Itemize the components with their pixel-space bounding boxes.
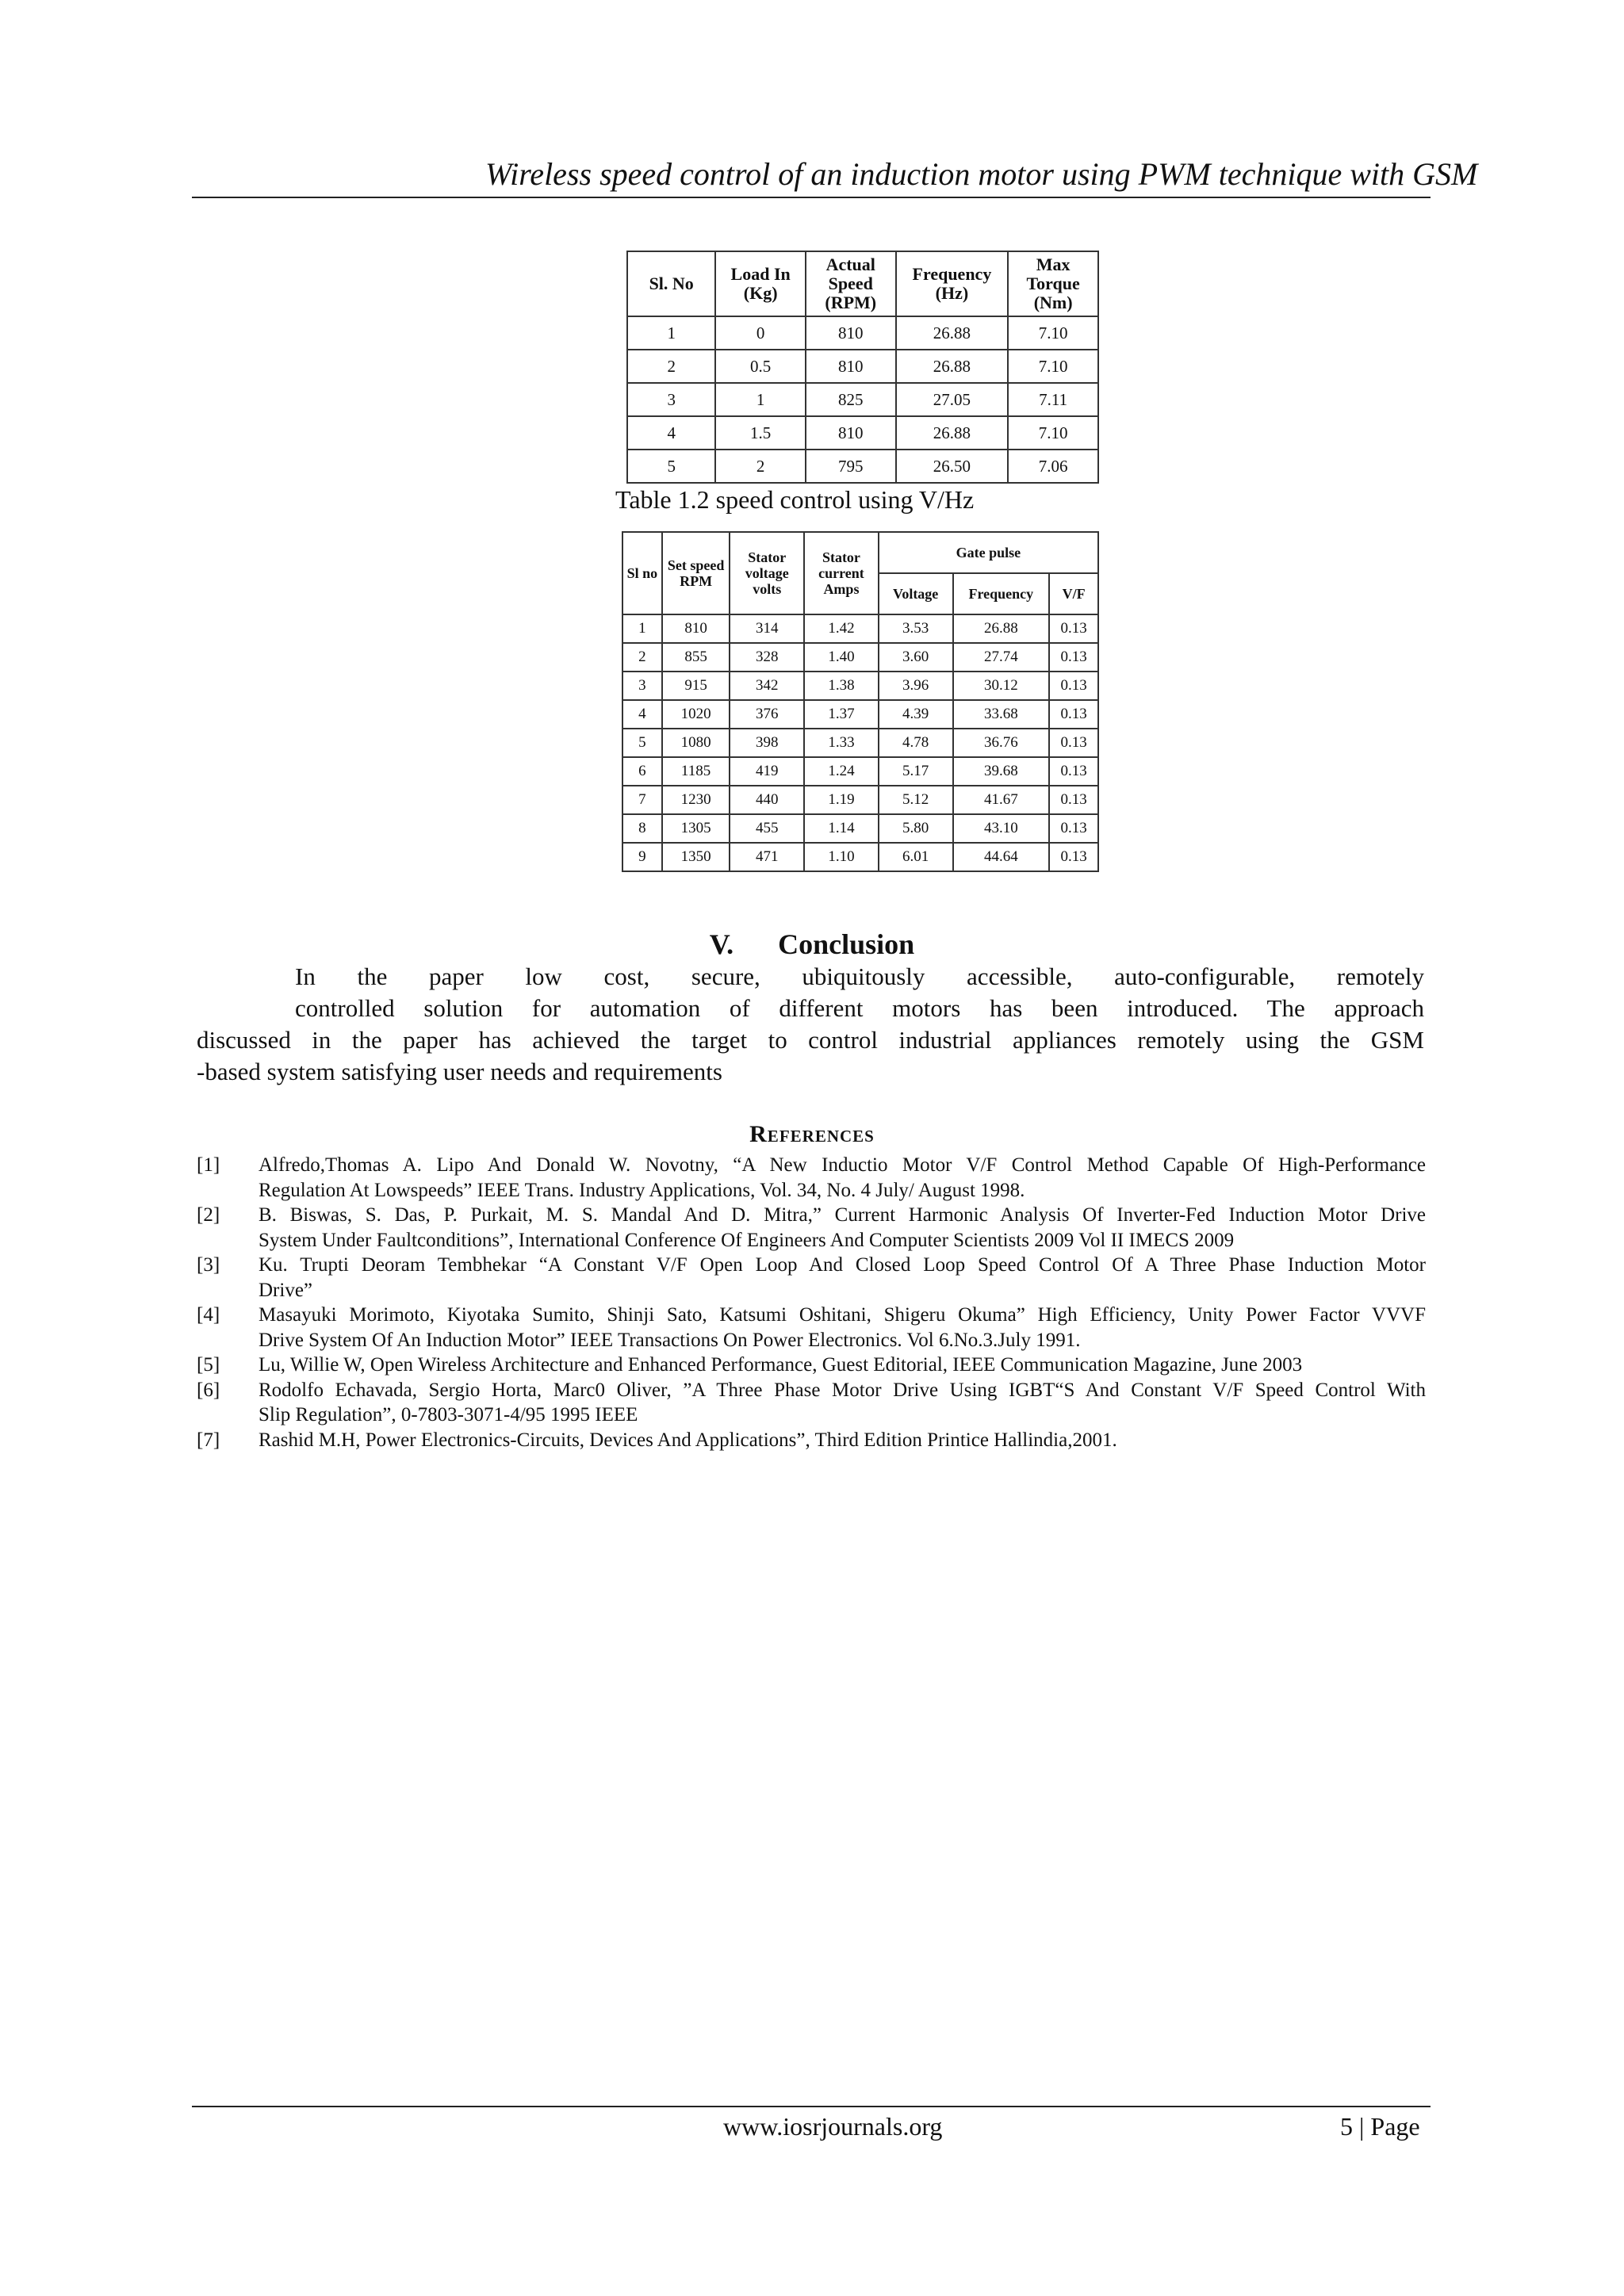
table2-header-cell: Stator voltage volts bbox=[730, 532, 804, 614]
table1-header-cell: Max Torque (Nm) bbox=[1008, 251, 1098, 316]
table-cell: 1.38 bbox=[804, 672, 879, 700]
table-row bbox=[622, 729, 1098, 757]
table2-subheader-cell: V/F bbox=[1049, 573, 1098, 614]
table-cell: 7.10 bbox=[1008, 316, 1098, 350]
table-cell: 1.33 bbox=[804, 729, 879, 757]
table-row bbox=[627, 350, 1098, 383]
table-caption: Table 1.2 speed control using V/Hz bbox=[615, 485, 975, 514]
table-cell: 27.74 bbox=[953, 643, 1050, 672]
reference-number: [4] bbox=[197, 1304, 220, 1326]
table-cell: 7.10 bbox=[1008, 416, 1098, 450]
table-cell: 44.64 bbox=[953, 843, 1050, 871]
table-cell: 8 bbox=[622, 814, 662, 843]
table-cell: 0.13 bbox=[1049, 843, 1098, 871]
reference-text-line: Masayuki Morimoto, Kiyotaka Sumito, Shinji Sato, Katsumi Oshitani, Shigeru Okuma” High Efficiency, Unity Power Factor VVVF bbox=[259, 1304, 1426, 1326]
reference-text-line: Ku. Trupti Deoram Tembhekar “A Constant V/F Open Loop And Closed Loop Speed Control Of A Three Phase Induction Motor bbox=[259, 1254, 1426, 1276]
reference-text-line: Drive System Of An Induction Motor” IEEE Transactions On Power Electronics. Vol 6.No.3.July 1991. bbox=[259, 1329, 1081, 1351]
reference-text-line: Drive” bbox=[259, 1279, 313, 1301]
header-rule bbox=[192, 197, 1431, 198]
table-cell: 39.68 bbox=[953, 757, 1050, 786]
table-cell: 4 bbox=[627, 416, 715, 450]
table-cell: 0 bbox=[715, 316, 806, 350]
conclusion-line: -based system satisfying user needs and requirements bbox=[197, 1058, 722, 1085]
table-cell: 915 bbox=[662, 672, 730, 700]
table-cell: 5.12 bbox=[879, 786, 953, 814]
table-cell: 471 bbox=[730, 843, 804, 871]
table-cell: 4.39 bbox=[879, 700, 953, 729]
table-cell: 1 bbox=[622, 614, 662, 643]
table1-header-cell: Load In (Kg) bbox=[715, 251, 806, 316]
reference-text-line: Alfredo,Thomas A. Lipo And Donald W. Novotny, “A New Inductio Motor V/F Control Method Capable Of High-Performance bbox=[259, 1154, 1426, 1176]
table-cell: 1185 bbox=[662, 757, 730, 786]
table-cell: 795 bbox=[806, 450, 896, 483]
table-cell: 328 bbox=[730, 643, 804, 672]
table-cell: 0.13 bbox=[1049, 700, 1098, 729]
table-row bbox=[627, 416, 1098, 450]
table-cell: 810 bbox=[806, 416, 896, 450]
table-row bbox=[622, 814, 1098, 843]
table1-header-row bbox=[627, 251, 1098, 316]
table-cell: 0.13 bbox=[1049, 757, 1098, 786]
table-cell: 1.40 bbox=[804, 643, 879, 672]
table-cell: 855 bbox=[662, 643, 730, 672]
reference-text-line: Regulation At Lowspeeds” IEEE Trans. Industry Applications, Vol. 34, No. 4 July/ August 1998. bbox=[259, 1179, 1025, 1201]
table-cell: 3.96 bbox=[879, 672, 953, 700]
table-cell: 5.17 bbox=[879, 757, 953, 786]
footer-page-number: 5 | Page bbox=[1340, 2112, 1420, 2141]
table-cell: 2 bbox=[622, 643, 662, 672]
table-cell: 2 bbox=[627, 350, 715, 383]
reference-number: [7] bbox=[197, 1429, 220, 1451]
reference-text-line: B. Biswas, S. Das, P. Purkait, M. S. Mandal And D. Mitra,” Current Harmonic Analysis Of Inverter-Fed Induction Motor Drive bbox=[259, 1204, 1426, 1226]
table2-header-cell: Stator current Amps bbox=[804, 532, 879, 614]
table2-header-cell: Sl no bbox=[622, 532, 662, 614]
table-row bbox=[622, 672, 1098, 700]
table-row bbox=[622, 843, 1098, 871]
table-cell: 7.06 bbox=[1008, 450, 1098, 483]
table-cell: 0.13 bbox=[1049, 614, 1098, 643]
table-cell: 0.5 bbox=[715, 350, 806, 383]
table-cell: 33.68 bbox=[953, 700, 1050, 729]
table-cell: 3 bbox=[627, 383, 715, 416]
table-cell: 43.10 bbox=[953, 814, 1050, 843]
table-cell: 810 bbox=[806, 316, 896, 350]
table-cell: 26.88 bbox=[896, 316, 1009, 350]
table-row bbox=[622, 700, 1098, 729]
table-cell: 5 bbox=[627, 450, 715, 483]
table-cell: 810 bbox=[806, 350, 896, 383]
reference-text-line: Slip Regulation”, 0-7803-3071-4/95 1995 IEEE bbox=[259, 1404, 638, 1425]
table-cell: 5.80 bbox=[879, 814, 953, 843]
table-cell: 455 bbox=[730, 814, 804, 843]
table-cell: 5 bbox=[622, 729, 662, 757]
reference-number: [2] bbox=[197, 1204, 220, 1226]
table-cell: 2 bbox=[715, 450, 806, 483]
table2-header-row bbox=[622, 532, 1098, 573]
table-cell: 1 bbox=[627, 316, 715, 350]
reference-text-line: System Under Faultconditions”, International Conference Of Engineers And Computer Scientists 2009 Vol II IMECS 2009 bbox=[259, 1229, 1235, 1251]
table-cell: 26.88 bbox=[896, 350, 1009, 383]
table-load-test bbox=[626, 251, 1099, 484]
table-cell: 1.37 bbox=[804, 700, 879, 729]
table-row bbox=[622, 614, 1098, 643]
table-cell: 0.13 bbox=[1049, 814, 1098, 843]
table1-body bbox=[627, 316, 1098, 483]
table-cell: 3.60 bbox=[879, 643, 953, 672]
table-cell: 41.67 bbox=[953, 786, 1050, 814]
footer-rule bbox=[192, 2106, 1431, 2107]
table-cell: 7 bbox=[622, 786, 662, 814]
conclusion-line: discussed in the paper has achieved the target to control industrial appliances remotely using the GSM bbox=[197, 1026, 1424, 1054]
table-cell: 36.76 bbox=[953, 729, 1050, 757]
table2-header-cell: Set speed RPM bbox=[662, 532, 730, 614]
table-cell: 7.10 bbox=[1008, 350, 1098, 383]
table-cell: 1020 bbox=[662, 700, 730, 729]
table-row bbox=[622, 786, 1098, 814]
table-cell: 1.42 bbox=[804, 614, 879, 643]
section-title: Conclusion bbox=[778, 928, 915, 960]
table-cell: 6.01 bbox=[879, 843, 953, 871]
table1-header-cell: Frequency (Hz) bbox=[896, 251, 1009, 316]
table-cell: 0.13 bbox=[1049, 786, 1098, 814]
table-cell: 1 bbox=[715, 383, 806, 416]
conclusion-line: In the paper low cost, secure, ubiquitously accessible, auto-configurable, remotely bbox=[295, 962, 1424, 990]
reference-number: [6] bbox=[197, 1379, 220, 1401]
footer-website: www.iosrjournals.org bbox=[723, 2112, 943, 2141]
running-header: Wireless speed control of an induction motor using PWM technique with GSM bbox=[485, 156, 1478, 192]
table2-subheader-cell: Voltage bbox=[879, 573, 953, 614]
conclusion-line: controlled solution for automation of different motors has been introduced. The approach bbox=[295, 994, 1424, 1022]
table-vhz-control bbox=[622, 531, 1099, 872]
reference-text-line: Lu, Willie W, Open Wireless Architecture and Enhanced Performance, Guest Editorial, IEEE Communication Magazine, June 2003 bbox=[259, 1354, 1303, 1376]
table-cell: 27.05 bbox=[896, 383, 1009, 416]
table-cell: 1305 bbox=[662, 814, 730, 843]
table-cell: 376 bbox=[730, 700, 804, 729]
table-cell: 6 bbox=[622, 757, 662, 786]
table-cell: 440 bbox=[730, 786, 804, 814]
table-cell: 314 bbox=[730, 614, 804, 643]
table-cell: 3.53 bbox=[879, 614, 953, 643]
table-cell: 1.19 bbox=[804, 786, 879, 814]
table-cell: 0.13 bbox=[1049, 672, 1098, 700]
table-cell: 1230 bbox=[662, 786, 730, 814]
table-cell: 342 bbox=[730, 672, 804, 700]
table1-header-cell: Actual Speed (RPM) bbox=[806, 251, 896, 316]
table-cell: 7.11 bbox=[1008, 383, 1098, 416]
table-cell: 0.13 bbox=[1049, 729, 1098, 757]
table-cell: 26.88 bbox=[896, 416, 1009, 450]
table-row bbox=[627, 450, 1098, 483]
table-cell: 1.14 bbox=[804, 814, 879, 843]
references-heading: References bbox=[749, 1121, 875, 1147]
table-cell: 26.88 bbox=[953, 614, 1050, 643]
reference-text-line: Rodolfo Echavada, Sergio Horta, Marc0 Oliver, ”A Three Phase Motor Drive Using IGBT“S And Constant V/F Speed Control With bbox=[259, 1379, 1426, 1401]
table-row bbox=[627, 383, 1098, 416]
table-cell: 1.24 bbox=[804, 757, 879, 786]
table-cell: 825 bbox=[806, 383, 896, 416]
table2-body bbox=[622, 614, 1098, 871]
section-heading bbox=[0, 928, 1624, 961]
reference-number: [1] bbox=[197, 1154, 220, 1176]
reference-number: [3] bbox=[197, 1254, 220, 1276]
table2-subheader-cell: Frequency bbox=[953, 573, 1050, 614]
table-cell: 26.50 bbox=[896, 450, 1009, 483]
table-cell: 419 bbox=[730, 757, 804, 786]
table-cell: 1080 bbox=[662, 729, 730, 757]
table-cell: 0.13 bbox=[1049, 643, 1098, 672]
table-cell: 810 bbox=[662, 614, 730, 643]
table-cell: 30.12 bbox=[953, 672, 1050, 700]
reference-number: [5] bbox=[197, 1354, 220, 1376]
table2-group-header: Gate pulse bbox=[879, 532, 1098, 573]
table-cell: 1350 bbox=[662, 843, 730, 871]
table-cell: 1.10 bbox=[804, 843, 879, 871]
table1-header-cell: Sl. No bbox=[627, 251, 715, 316]
table-row bbox=[622, 757, 1098, 786]
table-cell: 398 bbox=[730, 729, 804, 757]
table-cell: 1.5 bbox=[715, 416, 806, 450]
table-cell: 9 bbox=[622, 843, 662, 871]
table-cell: 4.78 bbox=[879, 729, 953, 757]
table-row bbox=[622, 643, 1098, 672]
table-cell: 4 bbox=[622, 700, 662, 729]
table-row bbox=[627, 316, 1098, 350]
table-cell: 3 bbox=[622, 672, 662, 700]
reference-text-line: Rashid M.H, Power Electronics-Circuits, Devices And Applications”, Third Edition Printice Hallindia,2001. bbox=[259, 1429, 1117, 1451]
section-number: V. bbox=[709, 928, 734, 960]
